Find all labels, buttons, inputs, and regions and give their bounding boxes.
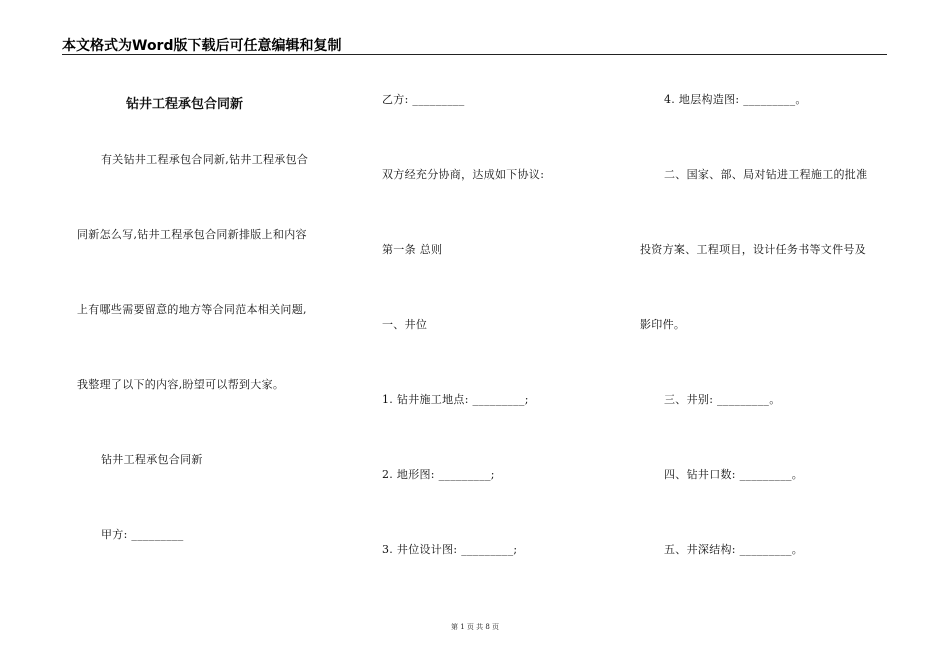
col1-line-2: 同新怎么写,钻井工程承包合同新排版上和内容 (77, 228, 307, 241)
col3-line-2: 二、国家、部、局对钻进工程施工的批准 (664, 168, 868, 181)
col3-line-4: 影印件。 (640, 318, 686, 331)
col3-line-3: 投资方案、工程项目，设计任务书等文件号及 (640, 243, 866, 256)
col2-line-1: 乙方: _________ (382, 93, 465, 106)
col1-line-6: 甲方: _________ (101, 528, 184, 541)
col1-line-4: 我整理了以下的内容,盼望可以帮到大家。 (77, 378, 285, 391)
col1-line-3: 上有哪些需要留意的地方等合同范本相关问题, (77, 303, 307, 316)
col2-line-2: 双方经充分协商，达成如下协议: (382, 168, 545, 181)
col3-line-6: 四、钻井口数: _________。 (664, 468, 804, 481)
col2-line-7: 3. 井位设计图: _________; (382, 543, 518, 556)
page-number-footer: 第 1 页 共 8 页 (450, 623, 500, 631)
col2-line-3: 第一条 总则 (382, 243, 443, 256)
col1-line-5: 钻井工程承包合同新 (101, 453, 203, 466)
col3-line-1: 4. 地层构造图: _________。 (664, 93, 807, 106)
col2-line-4: 一、井位 (382, 318, 428, 331)
page-header (62, 32, 887, 55)
col3-line-7: 五、井深结构: _________。 (664, 543, 804, 556)
col2-line-6: 2. 地形图: _________; (382, 468, 495, 481)
col1-line-1: 有关钻井工程承包合同新,钻井工程承包合 (101, 153, 309, 166)
col2-line-5: 1. 钻井施工地点: _________; (382, 393, 529, 406)
header-title: 本文格式为Word版下载后可任意编辑和复制 (62, 38, 342, 54)
col3-line-5: 三、井别: _________。 (664, 393, 781, 406)
document-title: 钻井工程承包合同新 (126, 97, 244, 112)
